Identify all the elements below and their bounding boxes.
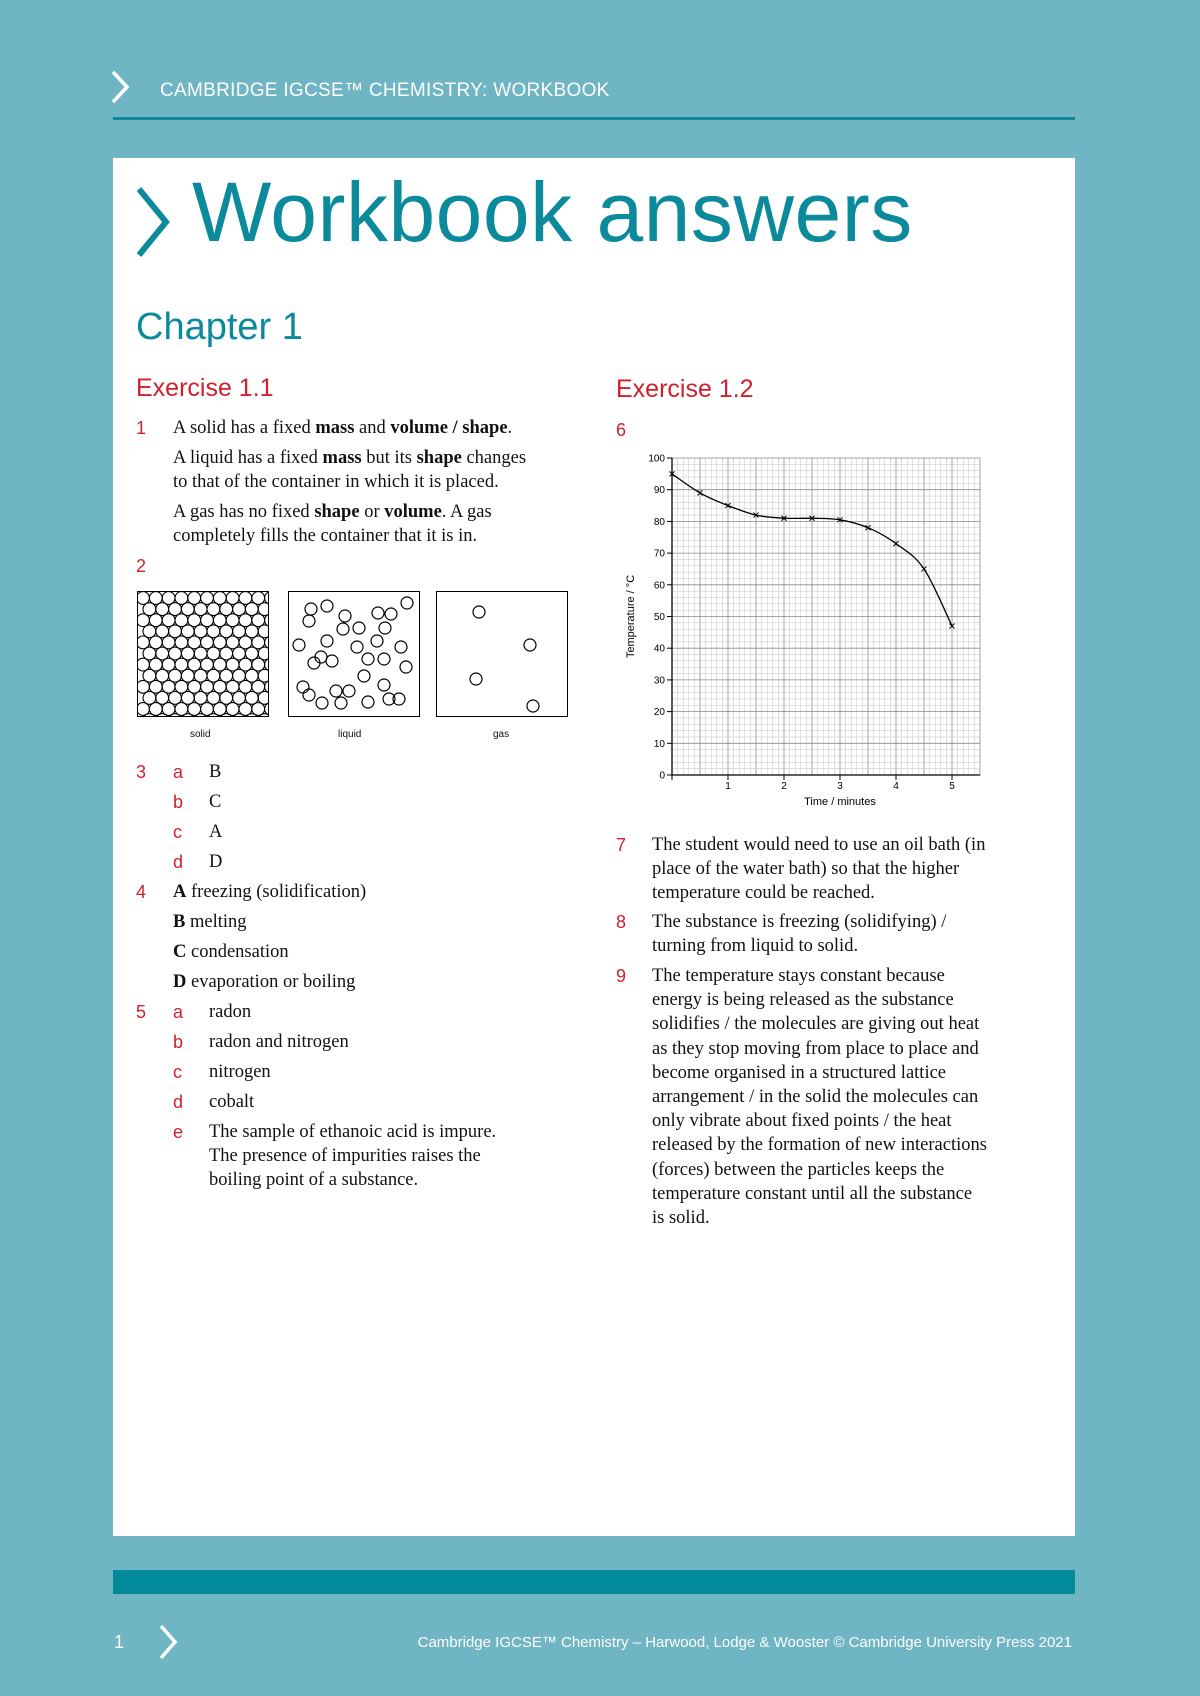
- q9-number: 9: [616, 966, 627, 986]
- q1-line-1: A solid has a fixed mass and volume / shape.: [173, 418, 513, 438]
- x-tick-label: 1: [725, 781, 731, 792]
- y-tick-label: 40: [653, 643, 665, 655]
- solid-caption: solid: [190, 729, 211, 740]
- solid-particle: [169, 714, 182, 717]
- q8-line-1: The substance is freezing (solidifying) /: [652, 912, 947, 932]
- q9-line: (forces) between the particles keeps the: [652, 1159, 945, 1180]
- q1-line-3: to that of the container in which it is placed.: [173, 472, 499, 492]
- x-axis-label: Time / minutes: [804, 796, 876, 808]
- liquid-particle-box: [288, 591, 420, 717]
- q9-line: energy is being released as the substance: [652, 990, 954, 1011]
- q9-line: solidifies / the molecules are giving out heat: [652, 1014, 980, 1035]
- header-title: CAMBRIDGE IGCSE™ CHEMISTRY: WORKBOOK: [160, 80, 610, 101]
- q7-line-3: temperature could be reached.: [652, 883, 875, 903]
- x-tick-label: 4: [893, 781, 899, 792]
- q3b-label: b: [173, 792, 184, 812]
- q5c-answer: nitrogen: [209, 1062, 271, 1082]
- solid-particle: [181, 714, 194, 717]
- q5d-label: d: [173, 1092, 184, 1112]
- q4-item-c: C condensation: [173, 942, 289, 962]
- y-tick-label: 20: [653, 707, 665, 719]
- q9-line: become organised in a structured lattice: [652, 1062, 947, 1083]
- q4-item-a: A freezing (solidification): [173, 882, 367, 902]
- q3c-label: c: [173, 822, 182, 842]
- solid-particles-diagram: [138, 592, 269, 717]
- q1-line-4: A gas has no fixed shape or volume. A gas: [173, 502, 492, 522]
- q5e-label: e: [173, 1122, 184, 1142]
- y-tick-label: 0: [659, 770, 665, 782]
- chapter-heading: Chapter 1: [136, 306, 303, 348]
- q9-line: temperature constant until all the substance: [652, 1183, 973, 1204]
- gas-particle-box: [436, 591, 568, 717]
- q5-number: 5: [136, 1002, 147, 1022]
- q3-number: 3: [136, 762, 147, 782]
- y-axis-label: Temperature / °C: [625, 574, 637, 659]
- q5b-label: b: [173, 1032, 184, 1052]
- q8-number: 8: [616, 912, 627, 932]
- exercise-1-2-heading: Exercise 1.2: [616, 375, 754, 403]
- x-tick-label: 5: [949, 781, 955, 792]
- header-chevron-icon: [110, 70, 130, 104]
- q3d-answer: D: [209, 852, 223, 872]
- q5a-label: a: [173, 1002, 184, 1022]
- page-title: Workbook answers: [192, 165, 913, 259]
- q1-number: 1: [136, 418, 147, 438]
- q3b-answer: C: [209, 792, 222, 812]
- gas-caption: gas: [493, 729, 510, 740]
- q9-answer: [652, 964, 987, 1230]
- solid-particle: [233, 714, 246, 717]
- q3d-label: d: [173, 852, 184, 872]
- q5e-line-3: boiling point of a substance.: [209, 1170, 419, 1190]
- q3a-label: a: [173, 762, 184, 782]
- liquid-particles-diagram: [289, 592, 420, 717]
- y-tick-label: 10: [653, 738, 665, 750]
- solid-particle: [258, 714, 269, 717]
- q7-number: 7: [616, 835, 627, 855]
- q5b-answer: radon and nitrogen: [209, 1032, 349, 1052]
- cooling-curve-chart: [620, 445, 1020, 815]
- q7-line-2: place of the water bath) so that the higher: [652, 859, 960, 879]
- solid-particle: [245, 714, 258, 717]
- q3a-answer: B: [209, 762, 222, 782]
- footer-bar: [113, 1570, 1075, 1594]
- q9-line: as they stop moving from place to place and: [652, 1038, 979, 1059]
- q5e-line-1: The sample of ethanoic acid is impure.: [209, 1122, 497, 1142]
- q3c-answer: A: [209, 822, 223, 842]
- q8-line-2: turning from liquid to solid.: [652, 936, 859, 956]
- x-tick-label: 3: [837, 781, 843, 792]
- q5d-answer: cobalt: [209, 1092, 255, 1112]
- solid-particle: [156, 714, 169, 717]
- page-number: 1: [114, 1632, 125, 1652]
- q7-line-1: The student would need to use an oil bath (in: [652, 835, 986, 855]
- title-chevron-icon: [135, 186, 171, 258]
- y-tick-label: 80: [653, 516, 665, 528]
- footer-credit: Cambridge IGCSE™ Chemistry – Harwood, Lodge & Wooster © Cambridge University Press 2021: [417, 1634, 1072, 1651]
- q4-item-b: B melting: [173, 912, 247, 932]
- q9-line: only vibrate about fixed points / the heat: [652, 1111, 952, 1132]
- x-tick-label: 2: [781, 781, 787, 792]
- y-tick-label: 90: [653, 485, 665, 497]
- q4-number: 4: [136, 882, 147, 902]
- q5a-answer: radon: [209, 1002, 252, 1022]
- chart-grid: [672, 458, 980, 775]
- liquid-caption: liquid: [338, 729, 362, 740]
- q1-line-5: completely fills the container that it is in.: [173, 526, 478, 546]
- q9-line: The temperature stays constant because: [652, 966, 945, 986]
- q5c-label: c: [173, 1062, 182, 1082]
- q1-line-2: A liquid has a fixed mass but its shape changes: [173, 448, 527, 468]
- q9-line: arrangement / in the solid the molecules can: [652, 1087, 979, 1108]
- q5e-line-2: The presence of impurities raises the: [209, 1146, 481, 1166]
- footer-chevron-icon: [158, 1624, 178, 1660]
- solid-particle: [194, 714, 207, 717]
- solid-particle: [207, 714, 220, 717]
- solid-particle: [143, 714, 156, 717]
- solid-particle-box: [137, 591, 269, 717]
- q9-line: is solid.: [652, 1208, 710, 1229]
- y-tick-label: 70: [653, 548, 665, 560]
- q4-item-d: D evaporation or boiling: [173, 972, 356, 992]
- y-tick-label: 30: [653, 675, 665, 687]
- y-tick-label: 50: [653, 612, 665, 623]
- y-tick-label: 100: [648, 453, 665, 465]
- gas-particles-diagram: [437, 592, 568, 717]
- q2-number: 2: [136, 556, 147, 576]
- solid-particle: [220, 714, 233, 717]
- q9-line: released by the formation of new interactions: [652, 1135, 987, 1156]
- q6-number: 6: [616, 420, 627, 440]
- y-tick-label: 60: [653, 580, 665, 592]
- header-rule: [113, 117, 1075, 120]
- exercise-1-1-heading: Exercise 1.1: [136, 374, 274, 402]
